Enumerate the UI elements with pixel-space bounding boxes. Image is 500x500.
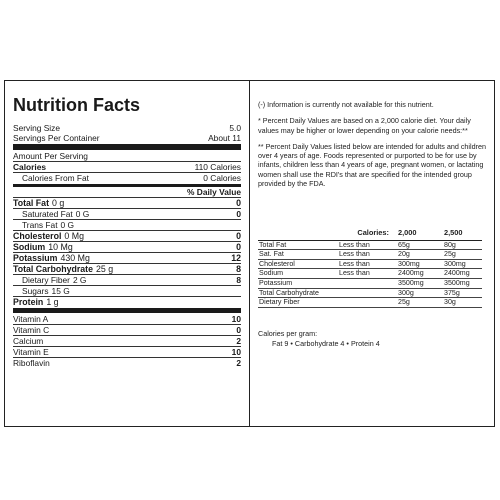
nutrient-row [13, 252, 241, 263]
calories-column-label: Calories: [357, 228, 389, 237]
daily-values-cell-v2500: 3500mg [443, 278, 482, 288]
note-children: ** Percent Daily Values listed below are intended for adults and children over 4 years of age. Foods represented or purported to be for use by infants, children less than 4 years of age, pregnant women, or lactating women shall use the RDI's that are specified for the intended group provided by the FDA. [258, 141, 487, 189]
column-2500: 2,500 [444, 228, 463, 237]
daily-values-cell-v2000: 300g [397, 288, 443, 298]
nutrient-label: Protein [13, 297, 44, 307]
nutrient-amount: 0 G [75, 209, 90, 219]
nutrient-row [13, 208, 241, 219]
daily-values-cell-qual: Less than [338, 250, 397, 260]
daily-values-cell-qual [338, 298, 397, 308]
amount-per-serving-label: Amount Per Serving [13, 151, 88, 161]
calories-per-gram-block [258, 329, 380, 349]
daily-values-cell-qual: Less than [338, 240, 397, 250]
daily-values-cell-qual: Less than [338, 259, 397, 269]
daily-values-cell-v2500: 2400mg [443, 269, 482, 279]
nutrient-label: Sodium [13, 242, 46, 252]
vitamin-row [13, 324, 241, 335]
daily-values-cell-v2000: 300mg [397, 259, 443, 269]
vitamin-row [13, 335, 241, 346]
vitamin-daily-value: 10 [231, 347, 241, 357]
daily-values-row [258, 288, 482, 298]
nutrient-label: Dietary Fiber [22, 275, 70, 285]
nutrient-label: Saturated Fat [22, 209, 73, 219]
vitamin-row [13, 314, 241, 324]
daily-values-row [258, 259, 482, 269]
nutrient-name-amount [13, 253, 90, 263]
note-unavailable: (-) Information is currently not available for this nutrient. [258, 100, 434, 109]
daily-values-row [258, 298, 482, 308]
daily-values-cell-nutrient: Dietary Fiber [258, 298, 338, 308]
nutrient-daily-value: 0 [236, 198, 241, 208]
daily-values-cell-nutrient: Total Carbohydrate [258, 288, 338, 298]
note-2000-calorie: * Percent Daily Values are based on a 2,000 calorie diet. Your daily values may be higher or lower depending on your calorie needs:** [258, 116, 471, 135]
daily-values-row [258, 269, 482, 279]
nutrient-row [13, 230, 241, 241]
divider-thick [13, 308, 241, 313]
daily-values-cell-v2500: 375g [443, 288, 482, 298]
daily-values-cell-nutrient: Potassium [258, 278, 338, 288]
daily-values-cell-nutrient: Sat. Fat [258, 250, 338, 260]
divider-thick [13, 144, 241, 150]
daily-values-cell-nutrient: Sodium [258, 269, 338, 279]
nutrition-facts-panel [4, 80, 250, 427]
nutrient-daily-value: 8 [236, 275, 241, 285]
serving-size-value: 5.0 [229, 123, 241, 133]
daily-values-panel [249, 80, 495, 427]
nutrient-amount: 430 Mg [60, 253, 90, 263]
calories-from-fat-value: 0 Calories [203, 173, 241, 183]
nutrient-row [13, 219, 241, 230]
nutrient-name-amount [13, 264, 113, 274]
nutrient-daily-value: 0 [236, 209, 241, 219]
daily-values-cell-v2500: 30g [443, 298, 482, 308]
nutrition-facts-title: Nutrition Facts [13, 95, 141, 115]
daily-values-cell-qual [338, 278, 397, 288]
nutrient-name-amount [13, 242, 73, 252]
serving-size-label: Serving Size [13, 123, 61, 133]
calories-per-gram-label: Calories per gram: [258, 329, 318, 338]
servings-per-container-label: Servings Per Container [13, 133, 100, 143]
calories-value: 110 Calories [194, 162, 241, 172]
vitamin-label: Vitamin A [13, 314, 49, 324]
daily-values-cell-v2500: 25g [443, 250, 482, 260]
daily-values-cell-qual [338, 288, 397, 298]
vitamin-label: Vitamin E [13, 347, 49, 357]
nutrient-name-amount [13, 231, 84, 241]
vitamin-row [13, 357, 241, 368]
servings-per-container-value: About 11 [208, 133, 241, 143]
nutrient-label: Total Carbohydrate [13, 264, 93, 274]
daily-value-header: % Daily Value [187, 187, 241, 197]
nutrient-amount: 0 g [52, 198, 65, 208]
nutrient-amount: 1 g [46, 297, 59, 307]
nutrient-row [13, 274, 241, 285]
vitamin-label: Vitamin C [13, 325, 50, 335]
vitamin-list [13, 314, 241, 368]
nutrient-daily-value: 12 [231, 253, 241, 263]
nutrient-amount: 2 G [72, 275, 87, 285]
nutrient-row [13, 296, 241, 307]
nutrition-facts-body [13, 123, 241, 368]
daily-values-cell-v2500: 300mg [443, 259, 482, 269]
vitamin-daily-value: 2 [236, 336, 241, 346]
nutrient-label: Trans Fat [22, 220, 58, 230]
daily-values-row [258, 278, 482, 288]
calories-from-fat-row [13, 172, 241, 183]
nutrient-name-amount [22, 286, 70, 296]
nutrient-amount: 25 g [96, 264, 114, 274]
calories-per-gram-factors: Fat 9 • Carbohydrate 4 • Protein 4 [272, 339, 380, 348]
daily-values-table-header [258, 229, 482, 240]
nutrient-name-amount [13, 297, 59, 307]
column-2000: 2,000 [398, 228, 417, 237]
vitamin-daily-value: 0 [236, 325, 241, 335]
nutrient-name-amount [22, 209, 89, 219]
daily-values-cell-v2000: 25g [397, 298, 443, 308]
nutrient-daily-value: 8 [236, 264, 241, 274]
daily-values-cell-v2500: 80g [443, 240, 482, 250]
vitamin-label: Calcium [13, 336, 44, 346]
serving-size-row [13, 123, 241, 133]
nutrient-row [13, 285, 241, 296]
servings-per-container-row [13, 133, 241, 143]
vitamin-daily-value: 10 [231, 314, 241, 324]
nutrient-label: Sugars [22, 286, 49, 296]
nutrient-row [13, 197, 241, 208]
daily-values-cell-v2000: 65g [397, 240, 443, 250]
daily-values-cell-qual: Less than [338, 269, 397, 279]
nutrient-amount: 0 G [60, 220, 75, 230]
daily-values-row [258, 250, 482, 260]
daily-values-cell-v2000: 20g [397, 250, 443, 260]
nutrient-name-amount [22, 275, 86, 285]
nutrient-list [13, 197, 241, 307]
nutrient-label: Potassium [13, 253, 58, 263]
daily-values-cell-nutrient: Total Fat [258, 240, 338, 250]
vitamin-label: Riboflavin [13, 358, 50, 368]
amount-per-serving [13, 151, 241, 161]
nutrient-daily-value: 0 [236, 231, 241, 241]
nutrient-name-amount [13, 198, 64, 208]
daily-value-header-row [13, 187, 241, 197]
nutrient-label: Cholesterol [13, 231, 62, 241]
footnotes [258, 100, 486, 195]
vitamin-row [13, 346, 241, 357]
vitamin-daily-value: 2 [236, 358, 241, 368]
nutrient-row [13, 263, 241, 274]
nutrient-amount: 10 Mg [48, 242, 73, 252]
nutrient-row [13, 241, 241, 252]
daily-values-row [258, 240, 482, 250]
nutrient-amount: 15 G [51, 286, 70, 296]
calories-from-fat-label: Calories From Fat [22, 173, 90, 183]
daily-values-table [258, 229, 482, 308]
calories-label: Calories [13, 162, 47, 172]
daily-values-cell-v2000: 2400mg [397, 269, 443, 279]
nutrient-name-amount [22, 220, 74, 230]
daily-values-cell-nutrient: Cholesterol [258, 259, 338, 269]
nutrient-amount: 0 Mg [64, 231, 84, 241]
daily-values-cell-v2000: 3500mg [397, 278, 443, 288]
nutrient-daily-value: 0 [236, 242, 241, 252]
nutrient-label: Total Fat [13, 198, 49, 208]
calories-row [13, 161, 241, 172]
